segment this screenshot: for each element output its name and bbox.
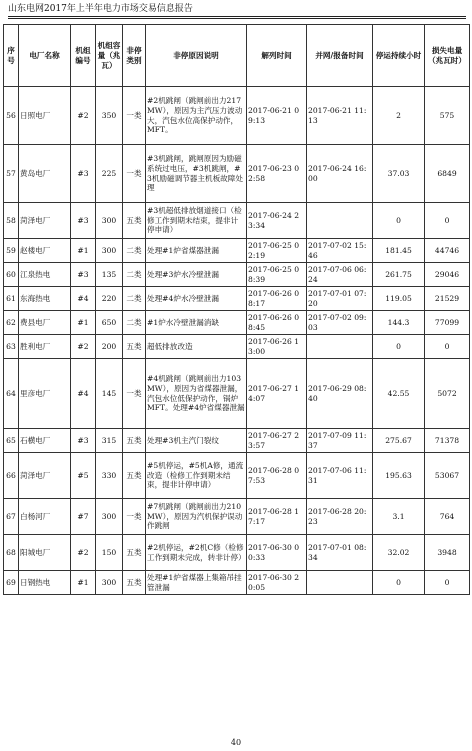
cell-reason: #3机跳闸，跳闸原因为励磁系统过电压，#3机跳闸，#3机励磁调节器主机板故障处理 <box>146 145 247 203</box>
header-divider <box>8 18 466 19</box>
table-header-row <box>4 25 470 87</box>
table-row <box>4 429 470 453</box>
cell-plant-name: 菏泽电厂 <box>19 203 71 239</box>
cell-energy-loss: 29046 <box>425 263 470 287</box>
cell-outage-hours: 42.55 <box>373 359 425 429</box>
cell-reason: #1炉水冷壁泄漏消缺 <box>146 311 247 335</box>
cell-capacity: 315 <box>96 429 123 453</box>
cell-unit-number: #3 <box>71 263 96 287</box>
cell-unit-number: #1 <box>71 239 96 263</box>
cell-plant-name: 胜利电厂 <box>19 335 71 359</box>
cell-disconnect-time: 2017-06-28 07:53 <box>247 453 307 499</box>
cell-reconnect-time: 2017-07-09 11:37 <box>307 429 373 453</box>
cell-reconnect-time <box>307 571 373 595</box>
cell-category: 二类 <box>123 311 146 335</box>
cell-outage-hours: 275.67 <box>373 429 425 453</box>
cell-capacity: 300 <box>96 203 123 239</box>
table-row <box>4 535 470 571</box>
cell-outage-hours: 37.03 <box>373 145 425 203</box>
cell-outage-hours: 3.1 <box>373 499 425 535</box>
cell-plant-name: 黄岛电厂 <box>19 145 71 203</box>
cell-disconnect-time: 2017-06-24 23:34 <box>247 203 307 239</box>
cell-outage-hours: 181.45 <box>373 239 425 263</box>
cell-reconnect-time: 2017-07-06 11:31 <box>307 453 373 499</box>
cell-plant-name: 石横电厂 <box>19 429 71 453</box>
cell-category: 一类 <box>123 499 146 535</box>
cell-reason: #4机跳闸（跳闸前出力103MW），原因为省煤器泄漏，汽包水位低保护动作，锅炉MFT。处理#4炉省煤器泄漏 <box>146 359 247 429</box>
table-row <box>4 287 470 311</box>
cell-outage-hours: 195.63 <box>373 453 425 499</box>
cell-unit-number: #3 <box>71 203 96 239</box>
cell-unit-number: #3 <box>71 429 96 453</box>
cell-outage-hours: 0 <box>373 571 425 595</box>
cell-reason: 处理#1炉省煤器泄漏 <box>146 239 247 263</box>
cell-unit-number: #4 <box>71 359 96 429</box>
cell-capacity: 145 <box>96 359 123 429</box>
col-header-disconnect-time: 解列时间 <box>247 25 307 87</box>
cell-capacity: 200 <box>96 335 123 359</box>
col-header-outage-hours: 停运持续小时 <box>373 25 425 87</box>
report-header: 山东电网2017年上半年电力市场交易信息报告 <box>8 3 466 17</box>
cell-energy-loss: 3948 <box>425 535 470 571</box>
cell-outage-hours: 32.02 <box>373 535 425 571</box>
col-header-unit: 机组编号 <box>71 25 96 87</box>
cell-energy-loss: 71378 <box>425 429 470 453</box>
cell-category: 一类 <box>123 145 146 203</box>
cell-unit-number: #1 <box>71 571 96 595</box>
cell-index: 68 <box>4 535 19 571</box>
cell-category: 二类 <box>123 263 146 287</box>
cell-reason: 超低排放改造 <box>146 335 247 359</box>
table-row <box>4 453 470 499</box>
col-header-plant: 电厂名称 <box>19 25 71 87</box>
table-row <box>4 335 470 359</box>
cell-outage-hours: 144.3 <box>373 311 425 335</box>
table-row <box>4 263 470 287</box>
cell-reconnect-time <box>307 203 373 239</box>
cell-capacity: 300 <box>96 571 123 595</box>
cell-reconnect-time: 2017-07-06 06:24 <box>307 263 373 287</box>
table-row <box>4 145 470 203</box>
cell-reconnect-time: 2017-07-01 08:34 <box>307 535 373 571</box>
cell-index: 59 <box>4 239 19 263</box>
table-row <box>4 203 470 239</box>
cell-plant-name: 赵楼电厂 <box>19 239 71 263</box>
cell-energy-loss: 764 <box>425 499 470 535</box>
col-header-energy-loss: 损失电量（兆瓦时） <box>425 25 470 87</box>
cell-plant-name: 日照电厂 <box>19 87 71 145</box>
cell-disconnect-time: 2017-06-21 09:13 <box>247 87 307 145</box>
cell-category: 一类 <box>123 87 146 145</box>
cell-energy-loss: 53067 <box>425 453 470 499</box>
col-header-index: 序号 <box>4 25 19 87</box>
cell-index: 58 <box>4 203 19 239</box>
col-header-reconnect-time: 并网/报备时间 <box>307 25 373 87</box>
cell-index: 65 <box>4 429 19 453</box>
cell-reason: #2机停运，#2机C修（检修工作到期未完成，转非计停） <box>146 535 247 571</box>
cell-category: 五类 <box>123 571 146 595</box>
cell-unit-number: #4 <box>71 287 96 311</box>
cell-capacity: 300 <box>96 499 123 535</box>
cell-unit-number: #2 <box>71 87 96 145</box>
cell-plant-name: 江泉热电 <box>19 263 71 287</box>
cell-energy-loss: 0 <box>425 335 470 359</box>
cell-plant-name: 阳城电厂 <box>19 535 71 571</box>
cell-reason: 处理#3机主汽门裂纹 <box>146 429 247 453</box>
cell-reconnect-time: 2017-07-01 07:20 <box>307 287 373 311</box>
cell-unit-number: #1 <box>71 311 96 335</box>
outage-table <box>3 24 470 595</box>
cell-reason: 处理#3炉水冷壁泄漏 <box>146 263 247 287</box>
cell-disconnect-time: 2017-06-26 08:45 <box>247 311 307 335</box>
col-header-category: 非停类别 <box>123 25 146 87</box>
cell-reconnect-time: 2017-07-02 15:46 <box>307 239 373 263</box>
cell-plant-name: 菏泽电厂 <box>19 453 71 499</box>
cell-energy-loss: 575 <box>425 87 470 145</box>
table-row <box>4 571 470 595</box>
cell-capacity: 300 <box>96 239 123 263</box>
cell-reconnect-time <box>307 335 373 359</box>
cell-plant-name: 里彦电厂 <box>19 359 71 429</box>
table-row <box>4 311 470 335</box>
cell-category: 五类 <box>123 535 146 571</box>
cell-capacity: 225 <box>96 145 123 203</box>
table-row <box>4 87 470 145</box>
col-header-capacity: 机组容量（兆瓦） <box>96 25 123 87</box>
cell-outage-hours: 0 <box>373 203 425 239</box>
cell-reason: #2机跳闸（跳闸前出力217MW），原因为主汽压力波动大，汽包水位高保护动作，MFT。 <box>146 87 247 145</box>
cell-capacity: 220 <box>96 287 123 311</box>
cell-disconnect-time: 2017-06-25 08:39 <box>247 263 307 287</box>
cell-outage-hours: 0 <box>373 335 425 359</box>
cell-unit-number: #5 <box>71 453 96 499</box>
cell-index: 69 <box>4 571 19 595</box>
cell-category: 五类 <box>123 453 146 499</box>
cell-energy-loss: 0 <box>425 571 470 595</box>
cell-category: 一类 <box>123 359 146 429</box>
cell-disconnect-time: 2017-06-28 17:17 <box>247 499 307 535</box>
cell-index: 63 <box>4 335 19 359</box>
cell-energy-loss: 5072 <box>425 359 470 429</box>
cell-unit-number: #7 <box>71 499 96 535</box>
cell-outage-hours: 261.75 <box>373 263 425 287</box>
cell-unit-number: #2 <box>71 535 96 571</box>
cell-reconnect-time: 2017-07-02 09:03 <box>307 311 373 335</box>
cell-disconnect-time: 2017-06-26 08:17 <box>247 287 307 311</box>
cell-plant-name: 东海热电 <box>19 287 71 311</box>
cell-disconnect-time: 2017-06-25 02:19 <box>247 239 307 263</box>
cell-disconnect-time: 2017-06-23 02:58 <box>247 145 307 203</box>
cell-index: 56 <box>4 87 19 145</box>
cell-category: 二类 <box>123 239 146 263</box>
cell-reconnect-time: 2017-06-24 16:00 <box>307 145 373 203</box>
cell-reconnect-time: 2017-06-28 20:23 <box>307 499 373 535</box>
cell-reason: #3机超低排放烟道接口（检修工作到期未结束，提非计停申请） <box>146 203 247 239</box>
table-row <box>4 499 470 535</box>
cell-index: 57 <box>4 145 19 203</box>
cell-category: 五类 <box>123 429 146 453</box>
cell-category: 五类 <box>123 335 146 359</box>
cell-category: 五类 <box>123 203 146 239</box>
cell-index: 66 <box>4 453 19 499</box>
cell-plant-name: 费县电厂 <box>19 311 71 335</box>
table-row <box>4 239 470 263</box>
cell-reconnect-time: 2017-06-29 08:40 <box>307 359 373 429</box>
cell-unit-number: #2 <box>71 335 96 359</box>
cell-index: 60 <box>4 263 19 287</box>
cell-capacity: 135 <box>96 263 123 287</box>
cell-capacity: 650 <box>96 311 123 335</box>
cell-index: 67 <box>4 499 19 535</box>
cell-outage-hours: 119.05 <box>373 287 425 311</box>
cell-plant-name: 白杨河厂 <box>19 499 71 535</box>
cell-disconnect-time: 2017-06-27 14:07 <box>247 359 307 429</box>
col-header-reason: 非停原因说明 <box>146 25 247 87</box>
cell-index: 62 <box>4 311 19 335</box>
cell-disconnect-time: 2017-06-26 13:00 <box>247 335 307 359</box>
cell-plant-name: 日钢热电 <box>19 571 71 595</box>
cell-category: 二类 <box>123 287 146 311</box>
cell-energy-loss: 6849 <box>425 145 470 203</box>
cell-capacity: 150 <box>96 535 123 571</box>
cell-capacity: 330 <box>96 453 123 499</box>
cell-disconnect-time: 2017-06-27 23:57 <box>247 429 307 453</box>
cell-index: 64 <box>4 359 19 429</box>
cell-energy-loss: 21529 <box>425 287 470 311</box>
cell-reason: 处理#1炉省煤器上集箱吊挂管泄漏 <box>146 571 247 595</box>
cell-energy-loss: 77099 <box>425 311 470 335</box>
cell-reconnect-time: 2017-06-21 11:13 <box>307 87 373 145</box>
cell-energy-loss: 0 <box>425 203 470 239</box>
table-row <box>4 359 470 429</box>
cell-capacity: 350 <box>96 87 123 145</box>
cell-reason: 处理#4炉水冷壁泄漏 <box>146 287 247 311</box>
cell-disconnect-time: 2017-06-30 00:33 <box>247 535 307 571</box>
cell-disconnect-time: 2017-06-30 20:05 <box>247 571 307 595</box>
cell-reason: #7机跳闸（跳闸前出力210MW），原因为汽机保护误动作跳闸 <box>146 499 247 535</box>
cell-index: 61 <box>4 287 19 311</box>
cell-outage-hours: 2 <box>373 87 425 145</box>
cell-energy-loss: 44746 <box>425 239 470 263</box>
page-number: 40 <box>230 738 242 747</box>
cell-unit-number: #3 <box>71 145 96 203</box>
cell-reason: #5机停运，#5机A修，通流改造（检修工作到期未结束，提非计停申请） <box>146 453 247 499</box>
